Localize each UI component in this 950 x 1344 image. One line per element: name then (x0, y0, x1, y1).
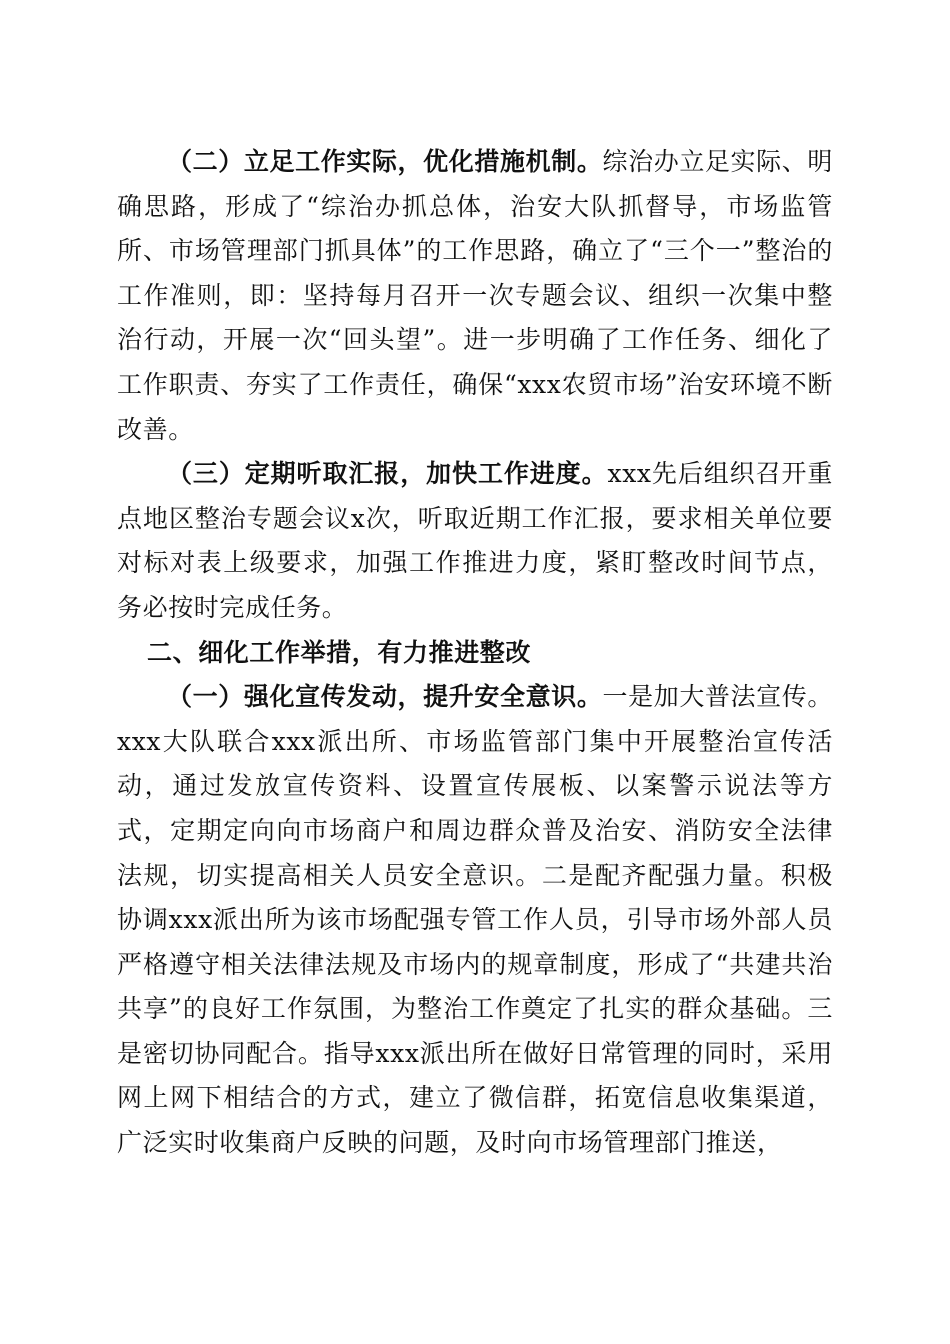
paragraph-publicity (117, 675, 833, 1166)
section-heading: 二、细化工作举措，有力推进整改 (147, 637, 532, 667)
paragraph-lead: （二）立足工作实际，优化措施机制。 (167, 147, 603, 176)
paragraph-lead: （三）定期听取汇报，加快工作进度。 (167, 459, 608, 489)
paragraph-text: 一是加大普法宣传。xxx大队联合xxx派出所、市场监管部门集中开展整治宣传活动，通过发放宣传资料、设置宣传展板、以案警示说法等方式，定期定向向市场商户和周边群众普及治安、消防安全法律法规，切实提高相关人员安全意识。二是配齐配强力量。积极协调xxx派出所为该市场配强专管工作人员，引导市场外部人员严格遵守相关法律法规及市场内的规章制度，形成了“共建共治共享”的良好工作氛围，为整治工作奠定了扎实的群众基础。三是密切协同配合。指导xxx派出所在做好日常管理的同时，采用网上网下相结合的方式，建立了微信群，拓宽信息收集渠道，广泛实时收集商户反映的问题，及时向市场管理部门推送， (117, 682, 833, 1158)
paragraph-optimize-mechanism (117, 140, 833, 452)
paragraph-text: xxx先后组织召开重点地区整治专题会议x次，听取近期工作汇报，要求相关单位要对标对表上级要求，加强工作推进力度，紧盯整改时间节点，务必按时完成任务。 (117, 459, 833, 622)
document-body (117, 140, 833, 1166)
paragraph-text: 综治办立足实际、明确思路，形成了“综治办抓总体，治安大队抓督导，市场监管所、市场管理部门抓具体”的工作思路，确立了“三个一”整治的工作准则，即：坚持每月召开一次专题会议、组织一次集中整治行动，开展一次“回头望”。进一步明确了工作任务、细化了工作职责、夯实了工作责任，确保“xxx农贸市场”治安环境不断改善。 (117, 147, 833, 444)
paragraph-regular-reports (117, 452, 833, 630)
paragraph-lead: （一）强化宣传发动，提升安全意识。 (167, 682, 603, 712)
